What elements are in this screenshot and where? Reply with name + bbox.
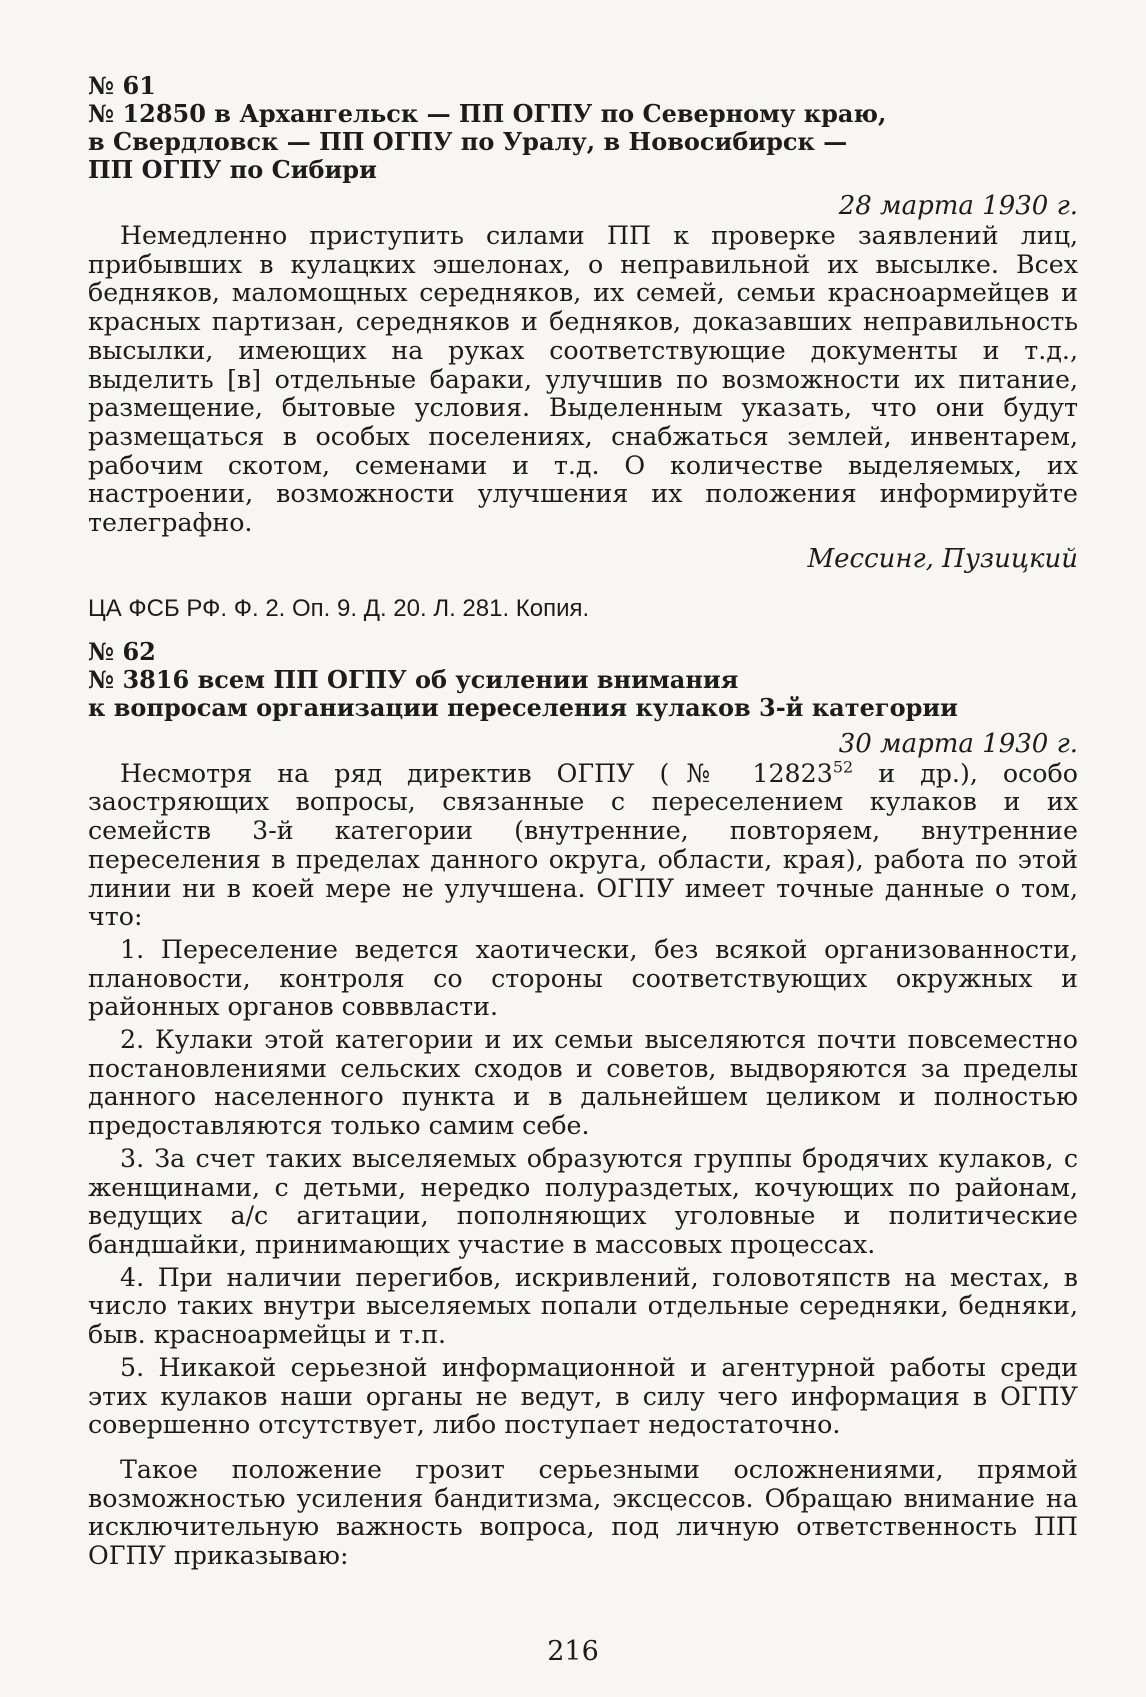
- doc61-title-line: ПП ОГПУ по Сибири: [88, 155, 377, 184]
- doc61-signature: Мессинг, Пузицкий: [807, 543, 1078, 574]
- doc61-date: 28 марта 1930 г.: [838, 191, 1078, 221]
- doc61-body: Немедленно приступить силами ПП к проверке заявлений лиц, прибывших в кулацких эшелонах, о неправильной их высылке. Всех бедняков, маломощных середняков, их семей, семьи красноармейцев и красных партизан, середняков и бедняков, доказавших неправильность высылки, имеющих на руках соответствующие документы и т.д., выделить [в] отдельные бараки, улучшив по возможности их питание, размещение, бытовые условия. Выделенным указать, что они будут размещаться в особых поселениях, снабжаться землей, инвентарем, рабочим скотом, семенами и т.д. О количестве выделяемых, их настроении, возможности улучшения их положения информируйте телеграфно.: [88, 221, 1078, 538]
- doc62-point-5: 5. Никакой серьезной информационной и агентурной работы среди этих кулаков наши органы не ведут, в силу чего информация в ОГПУ совершенно отсутствует, либо поступает недостаточно.: [88, 1352, 1078, 1440]
- doc62-title-line: № 3816 всем ПП ОГПУ об усилении внимания: [88, 664, 739, 694]
- doc61-archive-reference: ЦА ФСБ РФ. Ф. 2. Оп. 9. Д. 20. Л. 281. Копия.: [88, 594, 590, 622]
- doc62-point-4: 4. При наличии перегибов, искривлений, головотяпств на местах, в число таких внутри выселяемых попали отдельные середняки, бедняки, быв. красноармейцы и т.п.: [88, 1262, 1078, 1350]
- footnote-ref-52: 52: [832, 757, 854, 777]
- doc62-closing: Такое положение грозит серьезными осложнениями, прямой возможностью усиления бандитизма, эксцессов. Обращаю внимание на исключительную важность вопроса, под личную ответственность ПП ОГПУ приказываю:: [88, 1454, 1078, 1571]
- doc62-intro-end: и др.), особо заостряющих вопросы, связанные с переселением кулаков и их семейств 3-й категории (внутренние, повторяем, внутренние переселения в пределах данного округа, области, края), работа по этой линии ни в коей мере не улучшена. ОГПУ имеет точные данные о том, что:: [88, 758, 1078, 932]
- doc62-date: 30 марта 1930 г.: [838, 728, 1078, 759]
- doc61-title-line: № 12850 в Архангельск — ПП ОГПУ по Северному краю,: [88, 99, 887, 128]
- doc61-number: № 61: [88, 71, 156, 100]
- page-number: 216: [547, 1636, 599, 1667]
- doc62-number: № 62: [88, 636, 156, 666]
- doc62-point-3: 3. За счет таких выселяемых образуются группы бродячих кулаков, с женщинами, с детьми, нередко полураздетых, кочующих по районам, ведущих а/с агитации, пополняющих уголовные и политические бандшайки, принимающих участие в массовых процессах.: [88, 1143, 1078, 1259]
- doc62-intro: [88, 757, 1078, 932]
- doc62-title-line: к вопросам организации переселения кулаков 3-й категории: [88, 692, 958, 722]
- doc62-intro-start: Несмотря на ряд директив ОГПУ (№ 12823: [120, 758, 833, 788]
- doc62-point-1: 1. Переселение ведется хаотически, без всякой организованности, плановости, контроля со стороны соответствующих окружных и районных органов совввласти.: [88, 934, 1078, 1022]
- doc62-point-2: 2. Кулаки этой категории и их семьи выселяются почти повсеместно постановлениями сельских сходов и советов, выдворяются за пределы данного населенного пункта и в дальнейшем целиком и полностью предоставляются только самим себе.: [88, 1025, 1078, 1141]
- doc61-title-line: в Свердловск — ПП ОГПУ по Уралу, в Новосибирск —: [88, 127, 848, 156]
